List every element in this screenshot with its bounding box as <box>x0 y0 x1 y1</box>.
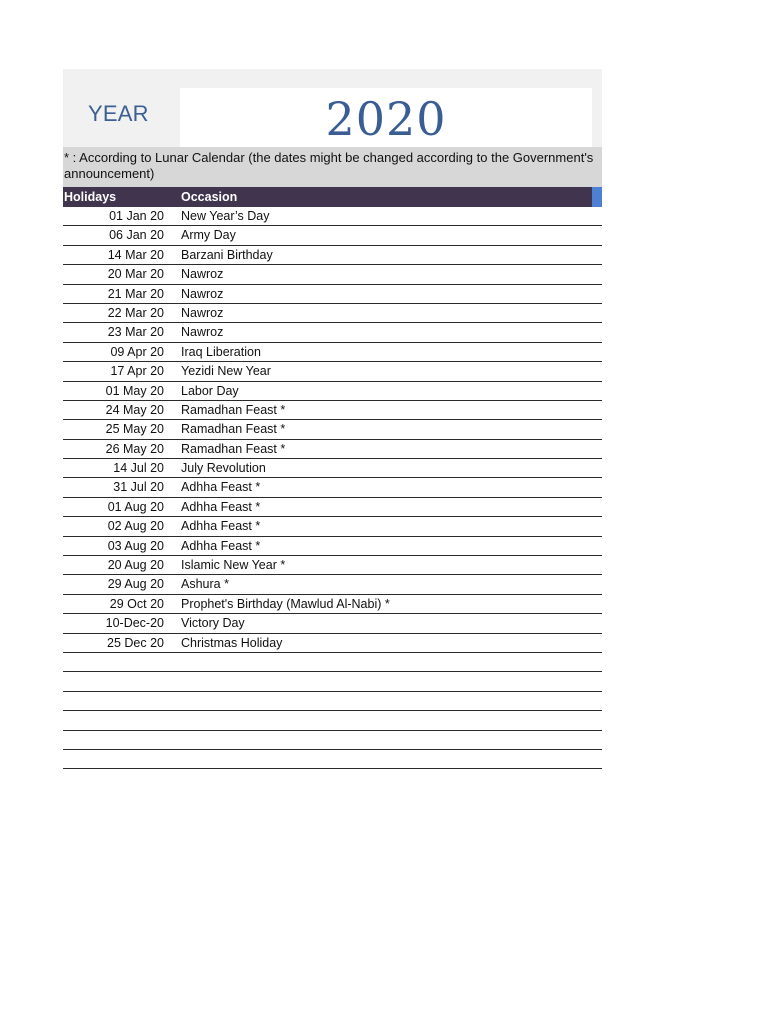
table-row <box>63 440 602 459</box>
table-row <box>63 575 602 594</box>
table-row <box>63 323 602 342</box>
header-accent-cell <box>592 187 602 207</box>
table-row <box>63 711 602 730</box>
holiday-date-cell[interactable]: 01 Jan 20 <box>109 209 164 223</box>
holiday-occasion-cell[interactable]: Nawroz <box>181 305 224 320</box>
holiday-date-cell[interactable]: 17 Apr 20 <box>110 364 164 379</box>
holidays-column-header: Holidays <box>64 190 117 204</box>
table-row <box>63 556 602 575</box>
table-row <box>63 595 602 614</box>
holiday-date-cell[interactable]: 24 May 20 <box>105 402 164 417</box>
table-row <box>63 537 602 556</box>
holiday-date-cell[interactable]: 20 Mar 20 <box>107 267 164 282</box>
holiday-occasion-cell[interactable]: Adhha Feast * <box>181 480 261 495</box>
holiday-occasion-cell[interactable]: Christmas Holiday <box>181 635 283 650</box>
holiday-date-cell[interactable]: 29 Aug 20 <box>107 577 164 592</box>
table-row <box>63 343 602 362</box>
holiday-date-cell[interactable]: 22 Mar 20 <box>107 305 164 320</box>
holiday-date-cell[interactable]: 01 Aug 20 <box>107 499 164 514</box>
table-header <box>63 187 602 207</box>
table-row <box>63 401 602 420</box>
holiday-occasion-cell[interactable]: Adhha Feast * <box>181 538 261 553</box>
holiday-occasion-cell[interactable]: Army Day <box>181 228 236 243</box>
table-row <box>63 731 602 750</box>
table-row <box>63 459 602 478</box>
holiday-date-cell[interactable]: 06 Jan 20 <box>109 228 164 243</box>
table-row <box>63 265 602 284</box>
year-value: 2020 <box>325 92 447 146</box>
table-row <box>63 478 602 497</box>
holiday-occasion-cell[interactable]: Ramadhan Feast * <box>181 441 286 456</box>
holiday-occasion-cell[interactable]: Prophet's Birthday (Mawlud Al-Nabi) * <box>181 596 390 611</box>
table-row <box>63 304 602 323</box>
holiday-date-cell[interactable]: 25 Dec 20 <box>107 635 164 650</box>
table-row <box>63 285 602 304</box>
holiday-date-cell[interactable]: 20 Aug 20 <box>107 558 164 573</box>
holiday-date-cell[interactable]: 01 May 20 <box>105 383 164 398</box>
holiday-occasion-cell[interactable]: Yezidi New Year <box>181 364 271 379</box>
holiday-date-cell[interactable]: 29 Oct 20 <box>109 596 164 611</box>
year-label: YEAR <box>88 101 149 126</box>
holiday-occasion-cell[interactable]: Labor Day <box>181 383 239 398</box>
year-block <box>63 69 602 147</box>
occasion-column-header: Occasion <box>181 190 238 204</box>
holiday-occasion-cell[interactable]: Barzani Birthday <box>181 247 273 262</box>
table-row <box>63 246 602 265</box>
year-value-cell[interactable] <box>180 88 592 147</box>
holiday-date-cell[interactable]: 23 Mar 20 <box>107 325 164 340</box>
holiday-occasion-cell[interactable]: Islamic New Year * <box>181 558 286 573</box>
holiday-occasion-cell[interactable]: Adhha Feast * <box>181 499 261 514</box>
table-row <box>63 692 602 711</box>
table-row <box>63 517 602 536</box>
table-row <box>63 420 602 439</box>
holiday-occasion-cell[interactable]: Ramadhan Feast * <box>181 402 286 417</box>
table-row <box>63 634 602 653</box>
holiday-occasion-cell[interactable]: July Revolution <box>181 461 266 476</box>
table-row <box>63 750 602 769</box>
holiday-occasion-cell[interactable]: Ashura * <box>181 577 229 592</box>
holiday-table-body <box>63 207 602 769</box>
holiday-occasion-cell[interactable]: Nawroz <box>181 267 224 282</box>
holiday-sheet <box>63 69 602 769</box>
holiday-date-cell[interactable]: 26 May 20 <box>105 441 164 456</box>
holiday-occasion-cell[interactable]: Iraq Liberation <box>181 344 261 359</box>
holiday-occasion-cell[interactable]: Adhha Feast * <box>181 519 261 534</box>
holiday-date-cell[interactable]: 25 May 20 <box>105 422 164 437</box>
holiday-occasion-cell[interactable]: Ramadhan Feast * <box>181 422 286 437</box>
table-row <box>63 653 602 672</box>
holiday-occasion-cell[interactable]: Nawroz <box>181 286 224 301</box>
holiday-occasion-cell[interactable]: Nawroz <box>181 325 224 340</box>
holiday-occasion-cell[interactable]: New Year’s Day <box>181 209 270 223</box>
table-row <box>63 672 602 691</box>
holiday-occasion-cell[interactable]: Victory Day <box>181 616 245 631</box>
holiday-date-cell[interactable]: 14 Jul 20 <box>113 461 164 476</box>
holiday-date-cell[interactable]: 14 Mar 20 <box>107 247 164 262</box>
table-row <box>63 362 602 381</box>
table-row <box>63 207 602 226</box>
table-row <box>63 382 602 401</box>
holiday-date-cell[interactable]: 09 Apr 20 <box>110 344 164 359</box>
holiday-date-cell[interactable]: 02 Aug 20 <box>107 519 164 534</box>
holiday-date-cell[interactable]: 21 Mar 20 <box>107 286 164 301</box>
table-row <box>63 498 602 517</box>
holiday-date-cell[interactable]: 03 Aug 20 <box>107 538 164 553</box>
lunar-calendar-note: * : According to Lunar Calendar (the dates might be changed according to the Government's announcement) <box>63 147 602 187</box>
table-row <box>63 226 602 245</box>
holiday-date-cell[interactable]: 10-Dec-20 <box>105 616 164 631</box>
holiday-date-cell[interactable]: 31 Jul 20 <box>113 480 164 495</box>
table-row <box>63 614 602 633</box>
